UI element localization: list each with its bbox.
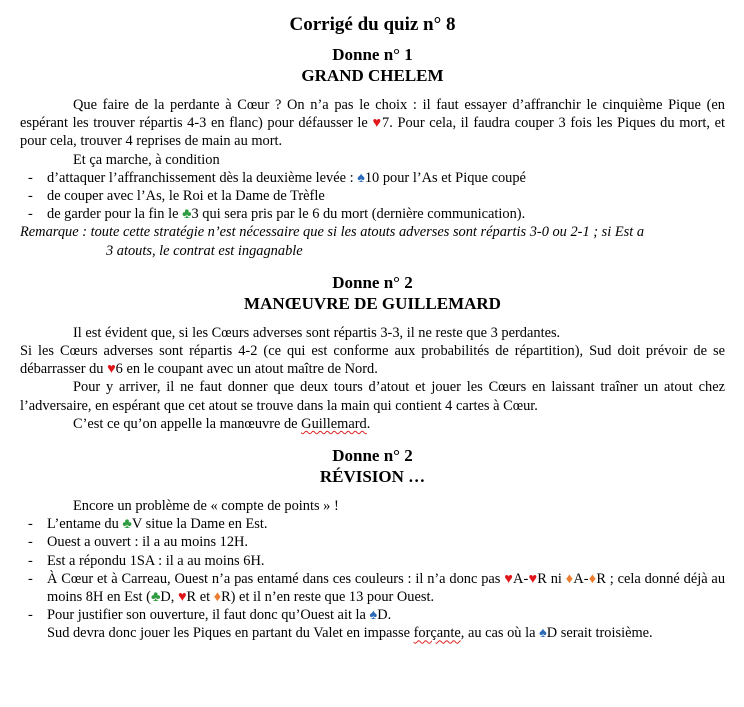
section2-donne: Donne n° 2 bbox=[332, 272, 413, 292]
section2-paragraph-4: C’est ce qu’on appelle la manœuvre de Guillemard. bbox=[73, 415, 371, 432]
heart-suit-icon: ♥ bbox=[504, 570, 514, 587]
list-item: - de garder pour la fin le ♣3 qui sera pris par le 6 du mort (dernière communication). bbox=[28, 206, 526, 223]
diamond-suit-icon: ♦ bbox=[213, 589, 222, 606]
section3-paragraph-1: Encore un problème de « compte de points » ! bbox=[73, 498, 339, 515]
spade-suit-icon: ♠ bbox=[357, 169, 365, 186]
club-suit-icon: ♣ bbox=[122, 516, 132, 533]
list-item: - Ouest a ouvert : il a au moins 12H. bbox=[28, 534, 249, 551]
diamond-suit-icon: ♦ bbox=[565, 570, 574, 587]
document bbox=[20, 0, 725, 643]
section2-paragraph-1: Il est évident que, si les Cœurs adverses sont répartis 3-3, il ne reste que 3 perdantes. bbox=[73, 324, 561, 341]
heart-suit-icon: ♥ bbox=[107, 361, 116, 378]
list-item: - Pour justifier son ouverture, il faut donc qu’Ouest ait la ♠D. bbox=[28, 607, 392, 624]
club-suit-icon: ♣ bbox=[182, 206, 192, 223]
list-item: - À Cœur et à Carreau, Ouest n’a pas entamé dans ces couleurs : il n’a donc pas ♥A-♥R ni ♦A-♦R ; cela donné déjà au moins 8H en Est (♣D, ♥R et ♦R) et il n’en reste que 13 pour Ouest. bbox=[28, 570, 726, 606]
section2-paragraph-3: Pour y arriver, il ne faut donner que deux tours d’atout et jouer les Cœurs en laissant traîner un atout chez l’adversaire, en espérant que cet atout se trouve dans la main qui contient 4 cartes à Cœur. bbox=[20, 379, 725, 414]
section3-donne: Donne n° 2 bbox=[332, 446, 413, 466]
section1-paragraph-2: Et ça marche, à condition bbox=[73, 151, 220, 168]
list-item: - de couper avec l’As, le Roi et la Dame de Trèfle bbox=[28, 188, 325, 205]
section2-heading: MANŒUVRE DE GUILLEMARD bbox=[244, 293, 501, 313]
section1-paragraph-1: Que faire de la perdante à Cœur ? On n’a pas le choix : il faut essayer d’affranchir le cinquième Pique (en espérant les trouver répartis 4-3 en flanc) pour défausser le ♥7. Pour cela, il faudra couper 3 fois les Piques du mort, et pour cela, trouver 4 reprises de main au mort. bbox=[20, 97, 726, 150]
page-title: Corrigé du quiz n° 8 bbox=[289, 14, 456, 35]
section2-paragraph-2: Si les Cœurs adverses sont répartis 4-2 (ce qui est conforme aux probabilités de répartition), Sud doit prévoir de se débarrasser du ♥6 en le coupant avec un atout maître de Nord. bbox=[20, 343, 725, 378]
spade-suit-icon: ♠ bbox=[539, 625, 547, 642]
section1-remark: Remarque : toute cette stratégie n’est nécessaire que si les atouts adverses sont répartis 3-0 ou 2-1 ; si Est a bbox=[20, 224, 645, 241]
list-item-continuation: Sud devra donc jouer les Piques en partant du Valet en impasse forçante, au cas où la ♠D serait troisième. bbox=[47, 625, 653, 642]
diamond-suit-icon: ♦ bbox=[588, 570, 597, 587]
list-item: - L’entame du ♣V situe la Dame en Est. bbox=[28, 516, 268, 533]
section1-heading: GRAND CHELEM bbox=[301, 66, 444, 85]
section3-heading: RÉVISION … bbox=[319, 467, 426, 487]
list-item: - Est a répondu 1SA : il a au moins 6H. bbox=[28, 552, 265, 569]
section1-donne: Donne n° 1 bbox=[332, 45, 413, 64]
club-suit-icon: ♣ bbox=[150, 589, 161, 606]
heart-suit-icon: ♥ bbox=[372, 115, 383, 132]
heart-suit-icon: ♥ bbox=[177, 589, 187, 606]
heart-suit-icon: ♥ bbox=[528, 570, 538, 587]
spade-suit-icon: ♠ bbox=[369, 607, 378, 624]
section1-remark-continued: 3 atouts, le contrat est ingagnable bbox=[106, 242, 303, 259]
list-item: - d’attaquer l’affranchissement dès la deuxième levée : ♠10 pour l’As et Pique coupé bbox=[28, 169, 526, 186]
